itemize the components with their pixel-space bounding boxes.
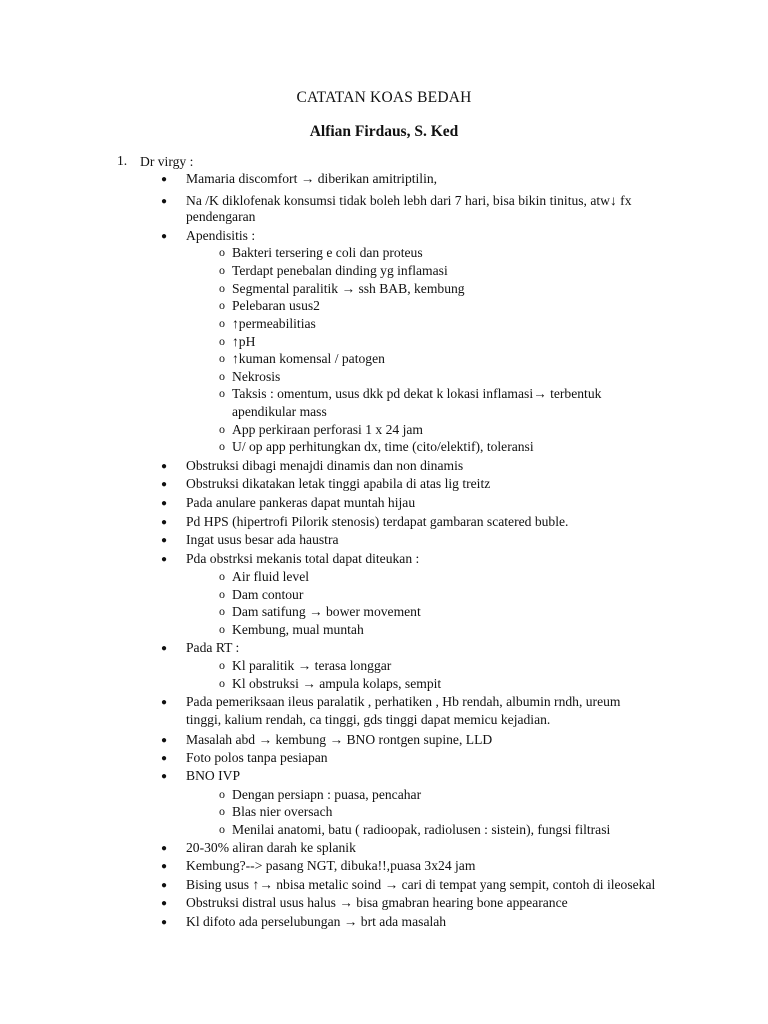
sub-list-item: Kl obstruksi → ampula kolaps, sempit [232, 676, 442, 691]
bullet-icon: ● [161, 697, 168, 708]
bullet-icon: ● [161, 498, 168, 509]
list-item: Ingat usus besar ada haustra [186, 532, 339, 547]
list-item: Bising usus ↑→ nbisa metalic soind → cari di tempat yang sempit, contoh di ileosekal [186, 877, 656, 892]
list-item: Pd HPS (hipertrofi Pilorik stenosis) terdapat gambaran scatered buble. [186, 514, 569, 529]
bullet-icon: ● [161, 643, 168, 654]
sub-list-item: Kembung, mual muntah [232, 622, 364, 637]
sub-bullet-icon: o [219, 787, 225, 801]
sub-bullet-icon: o [219, 369, 225, 383]
document-title: CATATAN KOAS BEDAH [296, 89, 472, 106]
bullet-icon: ● [161, 753, 168, 764]
bullet-icon: ● [161, 461, 168, 472]
list-item: Pda obstrksi mekanis total dapat diteukan : [186, 551, 420, 566]
sub-list-item: Blas nier oversach [232, 804, 333, 819]
sub-list-item: Menilai anatomi, batu ( radioopak, radiolusen : sistein), fungsi filtrasi [232, 822, 611, 837]
sub-list-item: App perkiraan perforasi 1 x 24 jam [232, 422, 424, 437]
document-author: Alfian Firdaus, S. Ked [309, 123, 459, 140]
sub-list-item: Dam satifung → bower movement [232, 604, 421, 619]
sub-list-item: Dam contour [232, 587, 304, 602]
sub-list-item: Pelebaran usus2 [232, 298, 320, 313]
bullet-icon: ● [161, 880, 168, 891]
section-number: 1. [117, 153, 128, 168]
sub-bullet-icon: o [219, 351, 225, 365]
sub-list-item: Kl paralitik → terasa longgar [232, 658, 392, 673]
list-item: Kl difoto ada perselubungan → brt ada masalah [186, 914, 447, 929]
list-item: Obstruksi dibagi menajdi dinamis dan non dinamis [186, 458, 464, 473]
list-item: Pada pemeriksaan ileus paralatik , perhatiken , Hb rendah, albumin rndh, ureum [186, 694, 621, 709]
bullet-icon: ● [161, 231, 168, 242]
sub-bullet-icon: o [219, 334, 225, 348]
sub-list-item: Nekrosis [232, 369, 281, 384]
sub-bullet-icon: o [219, 439, 225, 453]
sub-list-item: ↑pH [232, 334, 256, 349]
bullet-icon: ● [161, 174, 168, 185]
sub-bullet-icon: o [219, 676, 225, 690]
list-item: Masalah abd → kembung → BNO rontgen supine, LLD [186, 732, 493, 747]
list-item: Mamaria discomfort → diberikan amitriptilin, [186, 171, 438, 186]
sub-list-item: Segmental paralitik → ssh BAB, kembung [232, 281, 465, 296]
list-item: BNO IVP [186, 768, 241, 783]
sub-bullet-icon: o [219, 298, 225, 312]
list-item: Na /K diklofenak konsumsi tidak boleh lebh dari 7 hari, bisa bikin tinitus, atw↓ fx [186, 193, 632, 208]
section-label: Dr virgy : [140, 154, 194, 169]
list-item: Pada anulare pankeras dapat muntah hijau [186, 495, 416, 510]
list-item: Pada RT : [186, 640, 240, 655]
sub-list-item: Bakteri tersering e coli dan proteus [232, 245, 423, 260]
bullet-icon: ● [161, 917, 168, 928]
sub-bullet-icon: o [219, 822, 225, 836]
bullet-icon: ● [161, 735, 168, 746]
sub-list-item: U/ op app perhitungkan dx, time (cito/elektif), toleransi [232, 439, 534, 454]
sub-bullet-icon: o [219, 245, 225, 259]
sub-bullet-icon: o [219, 587, 225, 601]
list-item: Obstruksi dikatakan letak tinggi apabila di atas lig treitz [186, 476, 491, 491]
sub-bullet-icon: o [219, 569, 225, 583]
sub-list-item-continuation: apendikular mass [232, 404, 327, 419]
list-item: Kembung?--> pasang NGT, dibuka!!,puasa 3x24 jam [186, 858, 476, 873]
list-item: 20-30% aliran darah ke splanik [186, 840, 356, 855]
sub-list-item: Air fluid level [232, 569, 310, 584]
list-item: Obstruksi distral usus halus → bisa gmabran hearing bone appearance [186, 895, 568, 910]
list-item-continuation: tinggi, kalium rendah, ca tinggi, gds tinggi dapat memicu kejadian. [186, 712, 551, 727]
sub-bullet-icon: o [219, 386, 225, 400]
bullet-icon: ● [161, 517, 168, 528]
sub-bullet-icon: o [219, 804, 225, 818]
sub-list-item: ↑kuman komensal / patogen [232, 351, 385, 366]
sub-list-item: Dengan persiapn : puasa, pencahar [232, 787, 422, 802]
sub-bullet-icon: o [219, 263, 225, 277]
sub-bullet-icon: o [219, 422, 225, 436]
list-item: Foto polos tanpa pesiapan [186, 750, 328, 765]
bullet-icon: ● [161, 771, 168, 782]
sub-bullet-icon: o [219, 316, 225, 330]
list-item-continuation: pendengaran [186, 209, 256, 224]
sub-bullet-icon: o [219, 604, 225, 618]
bullet-icon: ● [161, 196, 168, 207]
sub-bullet-icon: o [219, 281, 225, 295]
bullet-icon: ● [161, 554, 168, 565]
bullet-icon: ● [161, 843, 168, 854]
list-item: Apendisitis : [186, 228, 256, 243]
bullet-icon: ● [161, 479, 168, 490]
bullet-icon: ● [161, 898, 168, 909]
bullet-icon: ● [161, 535, 168, 546]
sub-list-item: ↑permeabilitias [232, 316, 316, 331]
sub-list-item: Terdapt penebalan dinding yg inflamasi [232, 263, 448, 278]
sub-bullet-icon: o [219, 658, 225, 672]
sub-bullet-icon: o [219, 622, 225, 636]
sub-list-item: Taksis : omentum, usus dkk pd dekat k lokasi inflamasi→ terbentuk [232, 386, 602, 401]
bullet-icon: ● [161, 861, 168, 872]
